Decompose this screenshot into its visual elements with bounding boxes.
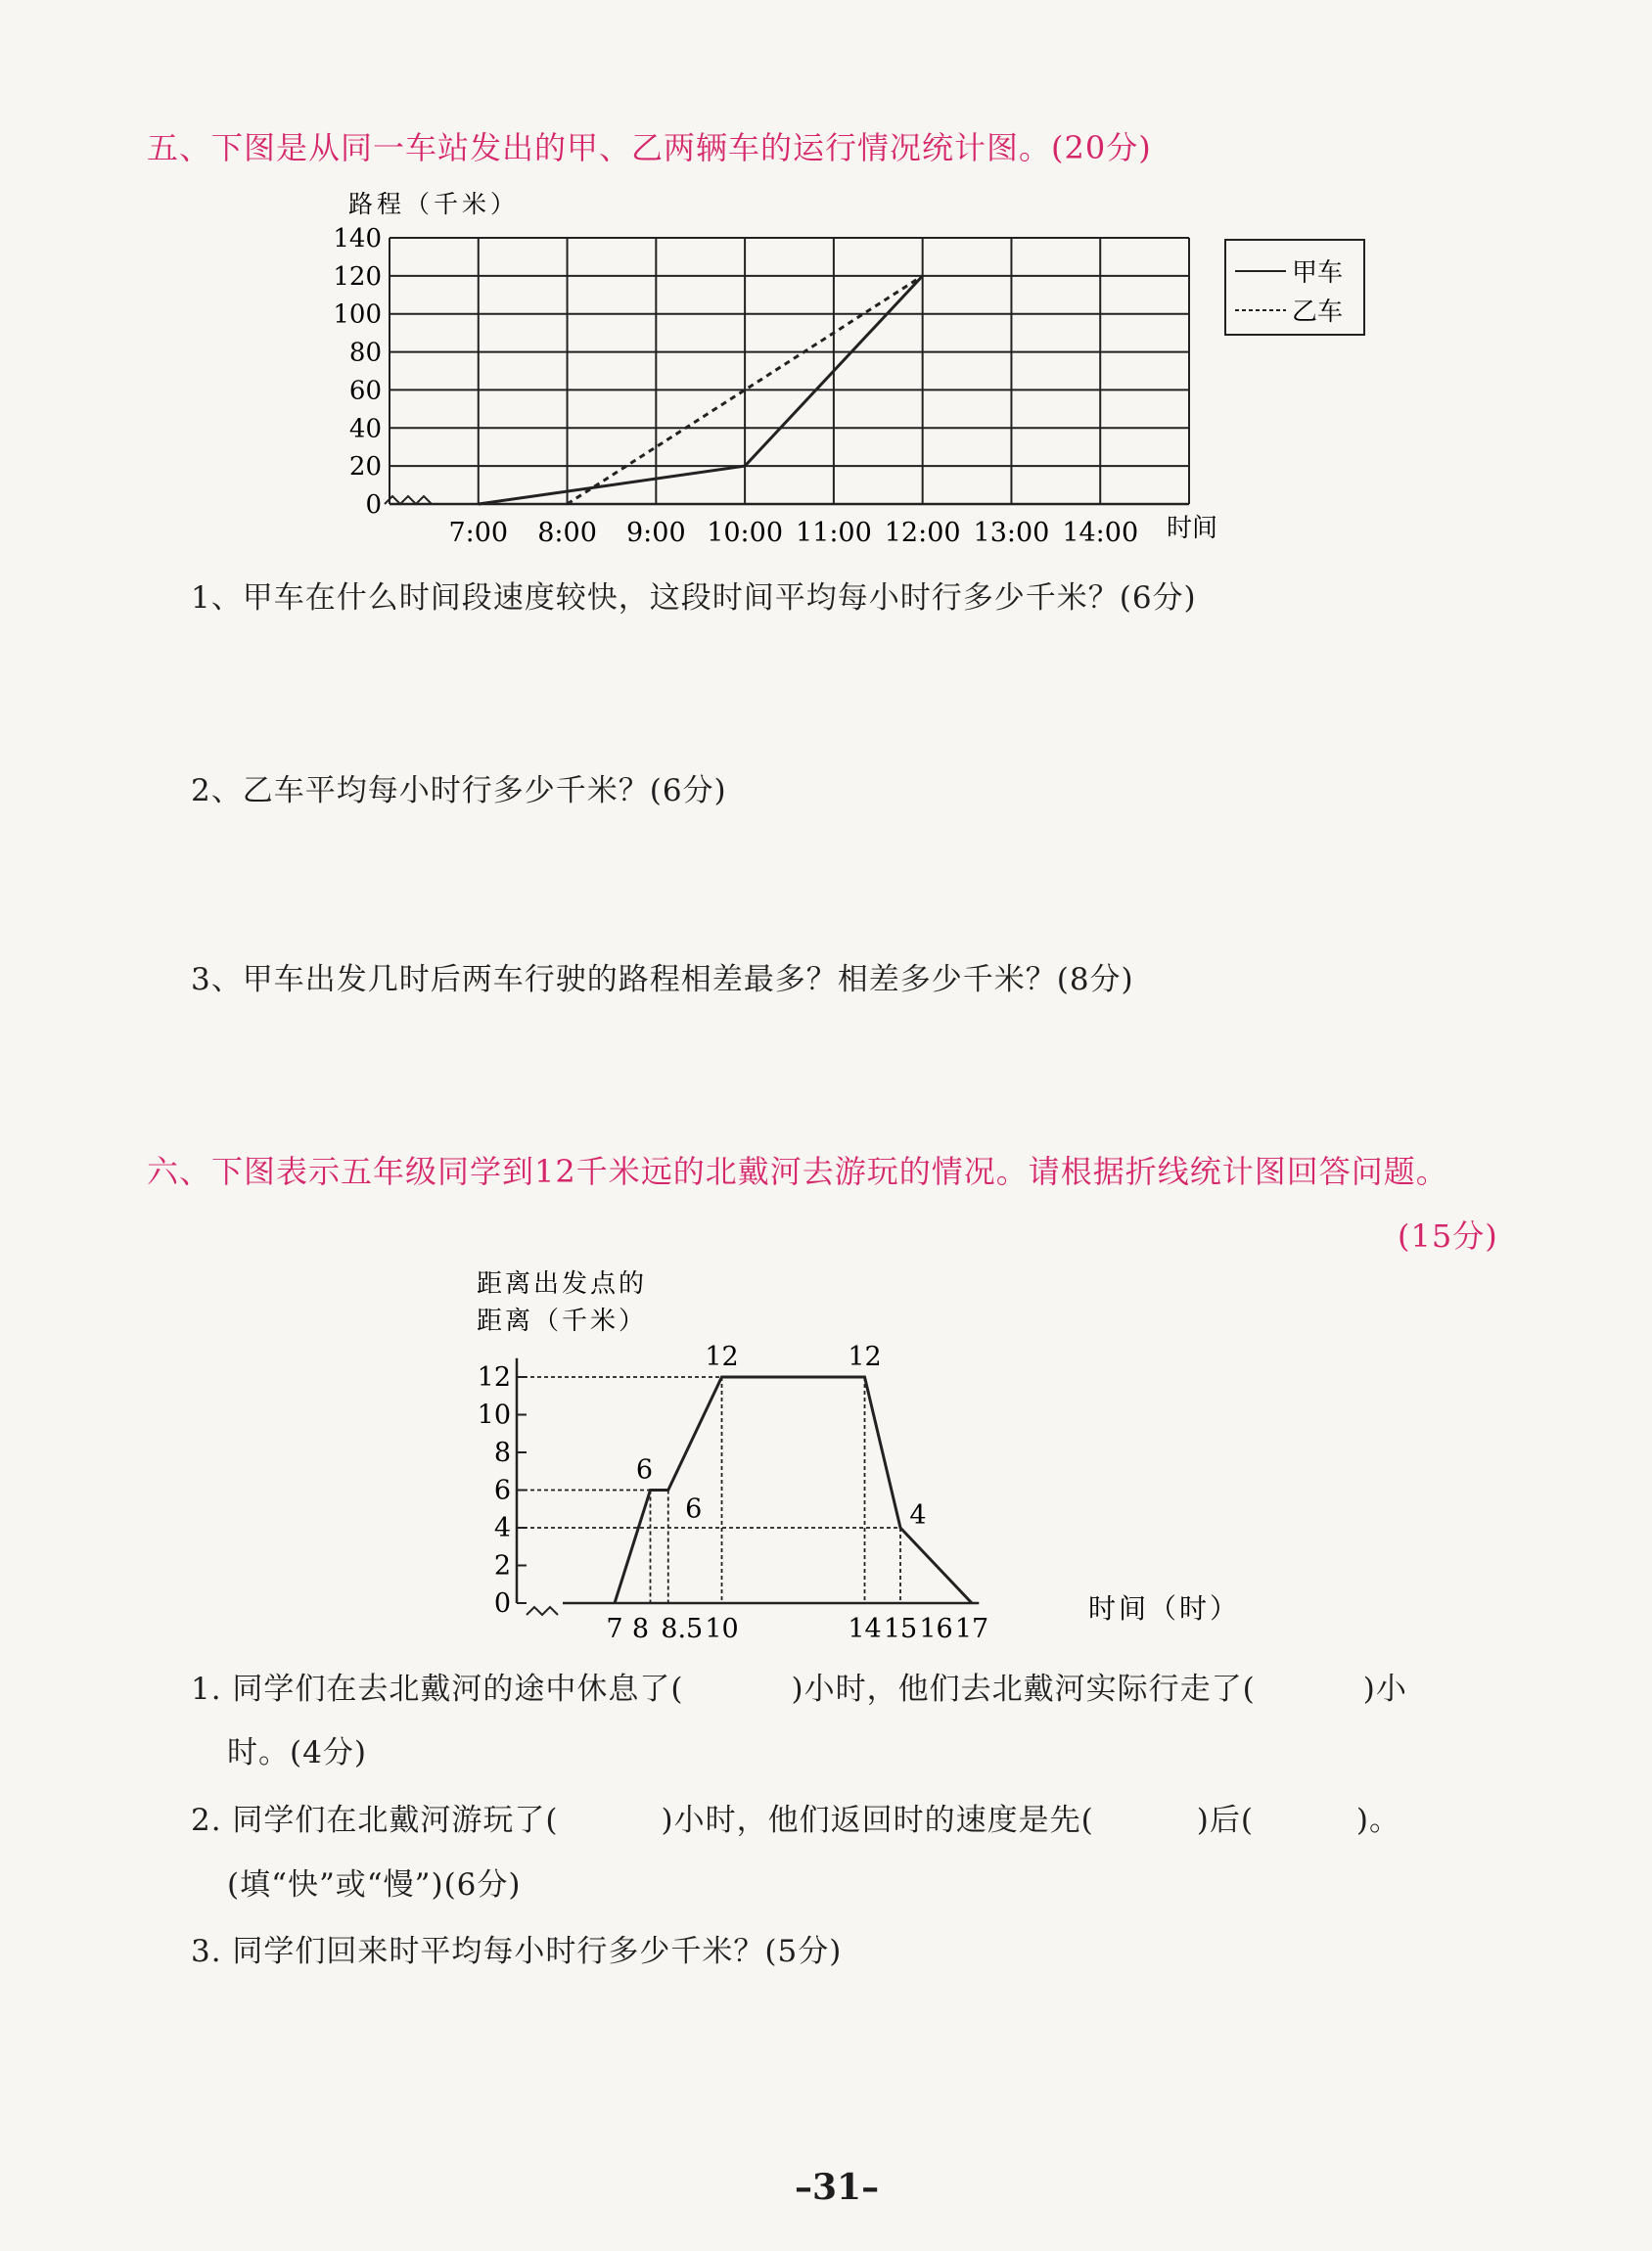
section6-question-1-cont: 时。(4分) [227, 1735, 367, 1770]
x-tick-label: 15 [883, 1614, 918, 1644]
y-tick-label: 4 [493, 1513, 511, 1543]
chart1-xlabel: 时间 [1167, 514, 1218, 543]
q2-part-a: 2. 同学们在北戴河游玩了( [191, 1803, 559, 1838]
section5-question-2: 2、乙车平均每小时行多少千米？(6分) [191, 773, 727, 808]
section6-question-3: 3. 同学们回来时平均每小时行多少千米？(5分) [191, 1934, 843, 1969]
section6-question-2-cont: (填“快”或“慢”)(6分) [227, 1867, 522, 1903]
x-tick-label: 8:00 [537, 518, 597, 548]
travel-chart [0, 181, 1652, 573]
legend-label-yi: 乙车 [1292, 298, 1344, 327]
chart2-point-labels [636, 1342, 927, 1531]
x-tick-label: 10 [705, 1614, 739, 1644]
x-tick-label: 7 [606, 1614, 623, 1644]
chart2-ylabel-line2: 距离（千米） [477, 1307, 648, 1336]
y-tick-label: 2 [493, 1550, 511, 1582]
x-tick-label: 12:00 [884, 518, 961, 548]
axis-break-mark-2 [527, 1607, 558, 1615]
section6-score: (15分) [1398, 1217, 1498, 1255]
section5-question-3: 3、甲车出发几时后两车行驶的路程相差最多？相差多少千米？(8分) [191, 962, 1134, 997]
y-tick-label: 100 [333, 299, 382, 330]
y-tick-label: 120 [333, 261, 382, 292]
section6-heading: 六、下图表示五年级同学到12千米远的北戴河去游玩的情况。请根据折线统计图回答问题。 [147, 1153, 1448, 1190]
legend-label-jia: 甲车 [1292, 258, 1344, 288]
y-tick-label: 0 [493, 1588, 511, 1619]
section5-heading: 五、下图是从同一车站发出的甲、乙两辆车的运行情况统计图。(20分) [147, 129, 1152, 166]
x-tick-label: 14:00 [1062, 518, 1139, 548]
x-tick-label: 8 [631, 1614, 650, 1644]
point-label: 4 [909, 1500, 927, 1531]
x-tick-label: 9:00 [626, 518, 686, 548]
page-number: –31– [795, 2167, 880, 2208]
x-tick-label: 11:00 [795, 518, 872, 548]
section6-question-2 [191, 1795, 1400, 1839]
q1-part-b: )小时，他们去北戴河实际行走了( [791, 1672, 1256, 1707]
y-tick-label: 80 [348, 338, 382, 368]
q1-part-a: 1. 同学们在去北戴河的途中休息了( [191, 1672, 684, 1707]
point-label: 12 [848, 1342, 882, 1372]
x-tick-label: 14 [848, 1614, 882, 1644]
point-label: 6 [685, 1493, 703, 1525]
y-tick-label: 60 [348, 376, 382, 406]
x-tick-label: 8.5 [661, 1614, 704, 1644]
y-tick-label: 12 [477, 1362, 511, 1393]
y-tick-label: 40 [348, 414, 382, 444]
y-tick-label: 140 [333, 224, 382, 253]
x-tick-label: 7:00 [448, 518, 509, 548]
chart2-xlabel: 时间（时） [1088, 1592, 1241, 1625]
q2-part-d: )。 [1355, 1803, 1401, 1838]
y-tick-label: 10 [477, 1400, 511, 1431]
chart2-ylabel-line1: 距离出发点的 [477, 1269, 648, 1299]
chart1-ylabel: 路程（千米） [348, 190, 520, 218]
y-tick-label: 20 [348, 452, 382, 482]
q2-part-c: )后( [1196, 1803, 1254, 1838]
trip-chart [0, 1253, 1652, 1644]
y-tick-label: 8 [493, 1438, 511, 1468]
point-label: 12 [705, 1342, 739, 1372]
q2-part-b: )小时，他们返回时的速度是先( [661, 1803, 1094, 1838]
section5-question-1: 1、甲车在什么时间段速度较快，这段时间平均每小时行多少千米？(6分) [191, 580, 1197, 616]
q1-part-c: )小 [1362, 1672, 1407, 1707]
chart1-y-ticks [333, 224, 382, 520]
x-tick-label: 13:00 [973, 518, 1050, 548]
y-tick-label: 6 [493, 1475, 511, 1506]
chart1-x-ticks [448, 518, 1138, 548]
x-tick-label: 10:00 [707, 518, 784, 548]
chart2-guide-lines [517, 1377, 900, 1603]
x-tick-label: 16 [919, 1614, 953, 1644]
y-tick-label: 0 [365, 490, 382, 520]
point-label: 6 [635, 1454, 654, 1486]
x-tick-label: 17 [954, 1614, 989, 1644]
chart1-grid [390, 238, 1189, 504]
section6-question-1 [191, 1664, 1407, 1708]
